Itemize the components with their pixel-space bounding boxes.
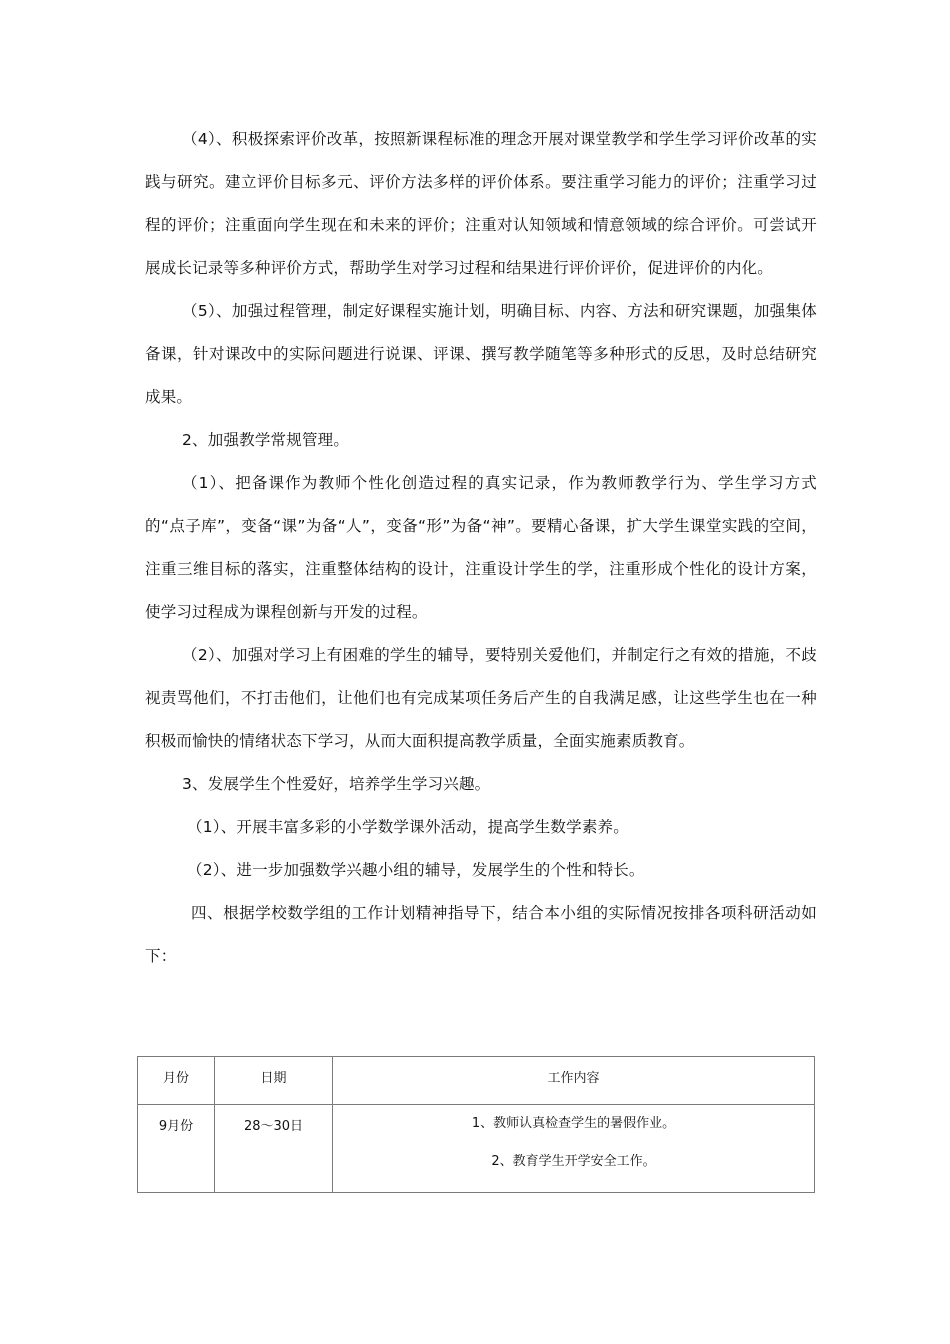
paragraph-struggling-students: （2）、加强对学习上有困难的学生的辅导，要特别关爱他们，并制定行之有效的措施，不歧视责骂他们，不打击他们，让他们也有完成某项任务后产生的自我满足感，让这些学生也在一种积极而愉快的情绪状态下学习，从而大面积提高教学质量，全面实施素质教育。 bbox=[145, 646, 817, 750]
body-text bbox=[145, 118, 817, 978]
cell-month: 9月份 bbox=[138, 1105, 215, 1193]
content-line: 2、教育学生开学安全工作。 bbox=[491, 1154, 656, 1169]
heading-student-interests: 3、发展学生个性爱好，培养学生学习兴趣。 bbox=[182, 775, 491, 793]
header-date: 日期 bbox=[215, 1057, 333, 1105]
paragraph-interest-group: （2）、进一步加强数学兴趣小组的辅导，发展学生的个性和特长。 bbox=[187, 861, 645, 879]
paragraph-process-management: （5）、加强过程管理，制定好课程实施计划，明确目标、内容、方法和研究课题，加强集体备课，针对课改中的实际问题进行说课、评课、撰写教学随笔等多种形式的反思，及时总结研究成果。 bbox=[145, 302, 817, 406]
paragraph-research-plan: 四、根据学校数学组的工作计划精神指导下，结合本小组的实际情况按排各项科研活动如下： bbox=[145, 904, 817, 965]
table-row bbox=[138, 1105, 815, 1193]
paragraph-evaluation-reform: （4）、积极探索评价改革，按照新课程标准的理念开展对课堂教学和学生学习评价改革的实践与研究。建立评价目标多元、评价方法多样的评价体系。要注重学习能力的评价；注重学习过程的评价；注重面向学生现在和未来的评价；注重对认知领域和情意领域的综合评价。可尝试开展成长记录等多种评价方式，帮助学生对学习过程和结果进行评价评价，促进评价的内化。 bbox=[145, 130, 817, 277]
table-header-row bbox=[138, 1057, 815, 1105]
paragraph-extracurricular: （1）、开展丰富多彩的小学数学课外活动，提高学生数学素养。 bbox=[187, 818, 629, 836]
cell-date: 28～30日 bbox=[215, 1105, 333, 1193]
schedule-table bbox=[137, 1056, 815, 1193]
paragraph-lesson-prep: （1）、把备课作为教师个性化创造过程的真实记录，作为教师教学行为、学生学习方式的“点子库”，变备“课”为备“人”，变备“形”为备“神”。要精心备课，扩大学生课堂实践的空间，注重三维目标的落实，注重整体结构的设计，注重设计学生的学，注重形成个性化的设计方案，使学习过程成为课程创新与开发的过程。 bbox=[145, 474, 817, 621]
content-line: 1、教师认真检查学生的暑假作业。 bbox=[471, 1116, 676, 1131]
heading-teaching-routine: 2、加强教学常规管理。 bbox=[182, 431, 350, 449]
header-month: 月份 bbox=[138, 1057, 215, 1105]
cell-content bbox=[333, 1105, 815, 1193]
header-content: 工作内容 bbox=[333, 1057, 815, 1105]
